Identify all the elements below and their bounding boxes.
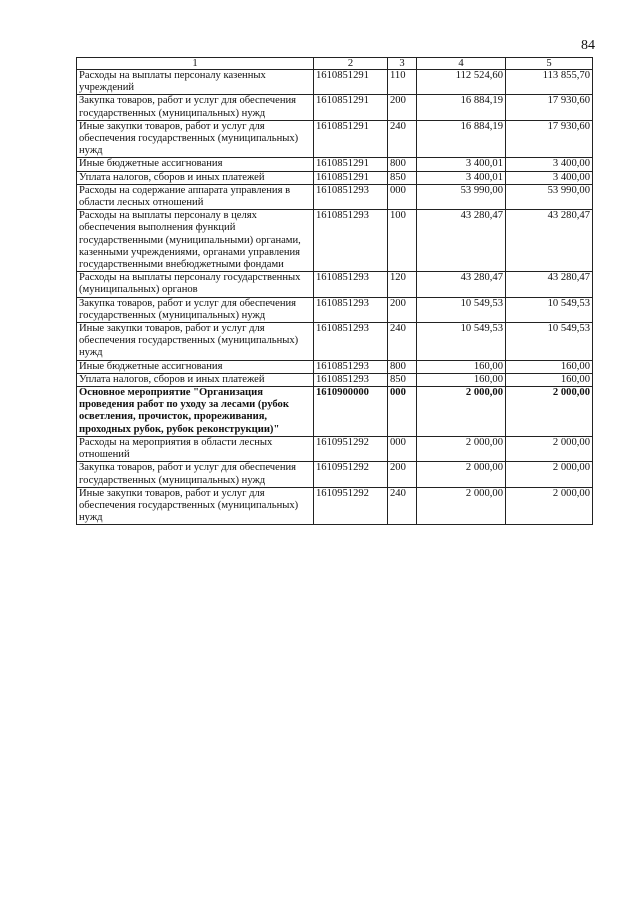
table-row [77,272,593,297]
row-value-col5: 17 930,60 [506,95,593,120]
row-name-cell: Иные бюджетные ассигнования [77,158,314,171]
row-value-col5: 10 549,53 [506,323,593,361]
row-name-cell: Расходы на выплаты персоналу в целях обеспечения выполнения функций государственными (муниципальными) органами, казенными учреждениями, органами управления государственными внебюджетными фондами [77,210,314,272]
row-code-cell: 1610951292 [314,436,388,461]
header-col-2: 2 [314,58,388,70]
row-type-cell: 100 [388,210,417,272]
row-name-cell: Закупка товаров, работ и услуг для обеспечения государственных (муниципальных) нужд [77,95,314,120]
row-name-cell: Иные бюджетные ассигнования [77,360,314,373]
row-value-col4: 112 524,60 [417,70,506,95]
row-value-col4: 2 000,00 [417,387,506,437]
table-row [77,210,593,272]
table-row [77,360,593,373]
row-value-col5: 2 000,00 [506,462,593,487]
table-row [77,297,593,322]
row-code-cell: 1610851291 [314,120,388,158]
row-code-cell: 1610851293 [314,360,388,373]
row-name-cell: Уплата налогов, сборов и иных платежей [77,171,314,184]
row-code-cell: 1610900000 [314,387,388,437]
row-type-cell: 800 [388,158,417,171]
table-row [77,95,593,120]
row-type-cell: 800 [388,360,417,373]
header-col-4: 4 [417,58,506,70]
row-code-cell: 1610851293 [314,373,388,386]
row-type-cell: 240 [388,323,417,361]
row-type-cell: 240 [388,120,417,158]
row-value-col4: 10 549,53 [417,323,506,361]
table-row [77,373,593,386]
row-type-cell: 850 [388,373,417,386]
row-value-col5: 17 930,60 [506,120,593,158]
row-value-col4: 160,00 [417,360,506,373]
table-header-row [77,58,593,70]
table-row [77,171,593,184]
row-type-cell: 110 [388,70,417,95]
row-name-cell: Закупка товаров, работ и услуг для обеспечения государственных (муниципальных) нужд [77,462,314,487]
row-value-col5: 160,00 [506,373,593,386]
row-name-cell: Уплата налогов, сборов и иных платежей [77,373,314,386]
row-code-cell: 1610851291 [314,95,388,120]
table-row [77,462,593,487]
row-code-cell: 1610851293 [314,323,388,361]
row-value-col4: 2 000,00 [417,487,506,525]
row-name-cell: Иные закупки товаров, работ и услуг для обеспечения государственных (муниципальных) нужд [77,487,314,525]
row-value-col4: 16 884,19 [417,95,506,120]
row-code-cell: 1610851293 [314,272,388,297]
row-name-cell: Расходы на выплаты персоналу государственных (муниципальных) органов [77,272,314,297]
row-value-col4: 43 280,47 [417,210,506,272]
row-name-cell: Основное мероприятие "Организация проведения работ по уходу за лесами (рубок осветления, прочисток, прореживания, проходных рубок, рубок реконструкции)" [77,387,314,437]
page-number: 84 [581,38,595,53]
row-type-cell: 000 [388,184,417,209]
budget-table [76,57,593,525]
row-value-col5: 10 549,53 [506,297,593,322]
row-name-cell: Иные закупки товаров, работ и услуг для обеспечения государственных (муниципальных) нужд [77,323,314,361]
row-type-cell: 120 [388,272,417,297]
row-value-col5: 3 400,00 [506,171,593,184]
row-value-col4: 160,00 [417,373,506,386]
row-value-col5: 43 280,47 [506,210,593,272]
row-value-col5: 113 855,70 [506,70,593,95]
header-col-5: 5 [506,58,593,70]
row-value-col5: 3 400,00 [506,158,593,171]
row-name-cell: Закупка товаров, работ и услуг для обеспечения государственных (муниципальных) нужд [77,297,314,322]
row-type-cell: 200 [388,95,417,120]
table-row [77,487,593,525]
row-value-col5: 2 000,00 [506,436,593,461]
table-row [77,387,593,437]
row-type-cell: 200 [388,462,417,487]
row-value-col4: 53 990,00 [417,184,506,209]
row-value-col5: 160,00 [506,360,593,373]
row-type-cell: 000 [388,387,417,437]
row-code-cell: 1610851291 [314,171,388,184]
table-body [77,70,593,525]
row-value-col4: 3 400,01 [417,171,506,184]
table-row [77,323,593,361]
row-value-col4: 10 549,53 [417,297,506,322]
row-code-cell: 1610851291 [314,70,388,95]
row-code-cell: 1610951292 [314,487,388,525]
row-name-cell: Расходы на выплаты персоналу казенных учреждений [77,70,314,95]
row-type-cell: 240 [388,487,417,525]
row-type-cell: 000 [388,436,417,461]
row-value-col5: 2 000,00 [506,487,593,525]
table-row [77,184,593,209]
row-value-col5: 53 990,00 [506,184,593,209]
row-value-col4: 2 000,00 [417,436,506,461]
table-row [77,120,593,158]
row-value-col4: 43 280,47 [417,272,506,297]
row-name-cell: Расходы на мероприятия в области лесных отношений [77,436,314,461]
row-code-cell: 1610851291 [314,158,388,171]
header-col-3: 3 [388,58,417,70]
row-value-col5: 43 280,47 [506,272,593,297]
table-row [77,70,593,95]
row-name-cell: Расходы на содержание аппарата управления в области лесных отношений [77,184,314,209]
row-code-cell: 1610851293 [314,210,388,272]
header-col-1: 1 [77,58,314,70]
row-value-col5: 2 000,00 [506,387,593,437]
row-name-cell: Иные закупки товаров, работ и услуг для обеспечения государственных (муниципальных) нужд [77,120,314,158]
row-value-col4: 3 400,01 [417,158,506,171]
row-code-cell: 1610851293 [314,297,388,322]
row-code-cell: 1610951292 [314,462,388,487]
table-row [77,158,593,171]
row-type-cell: 850 [388,171,417,184]
row-type-cell: 200 [388,297,417,322]
row-value-col4: 2 000,00 [417,462,506,487]
row-code-cell: 1610851293 [314,184,388,209]
table-row [77,436,593,461]
row-value-col4: 16 884,19 [417,120,506,158]
